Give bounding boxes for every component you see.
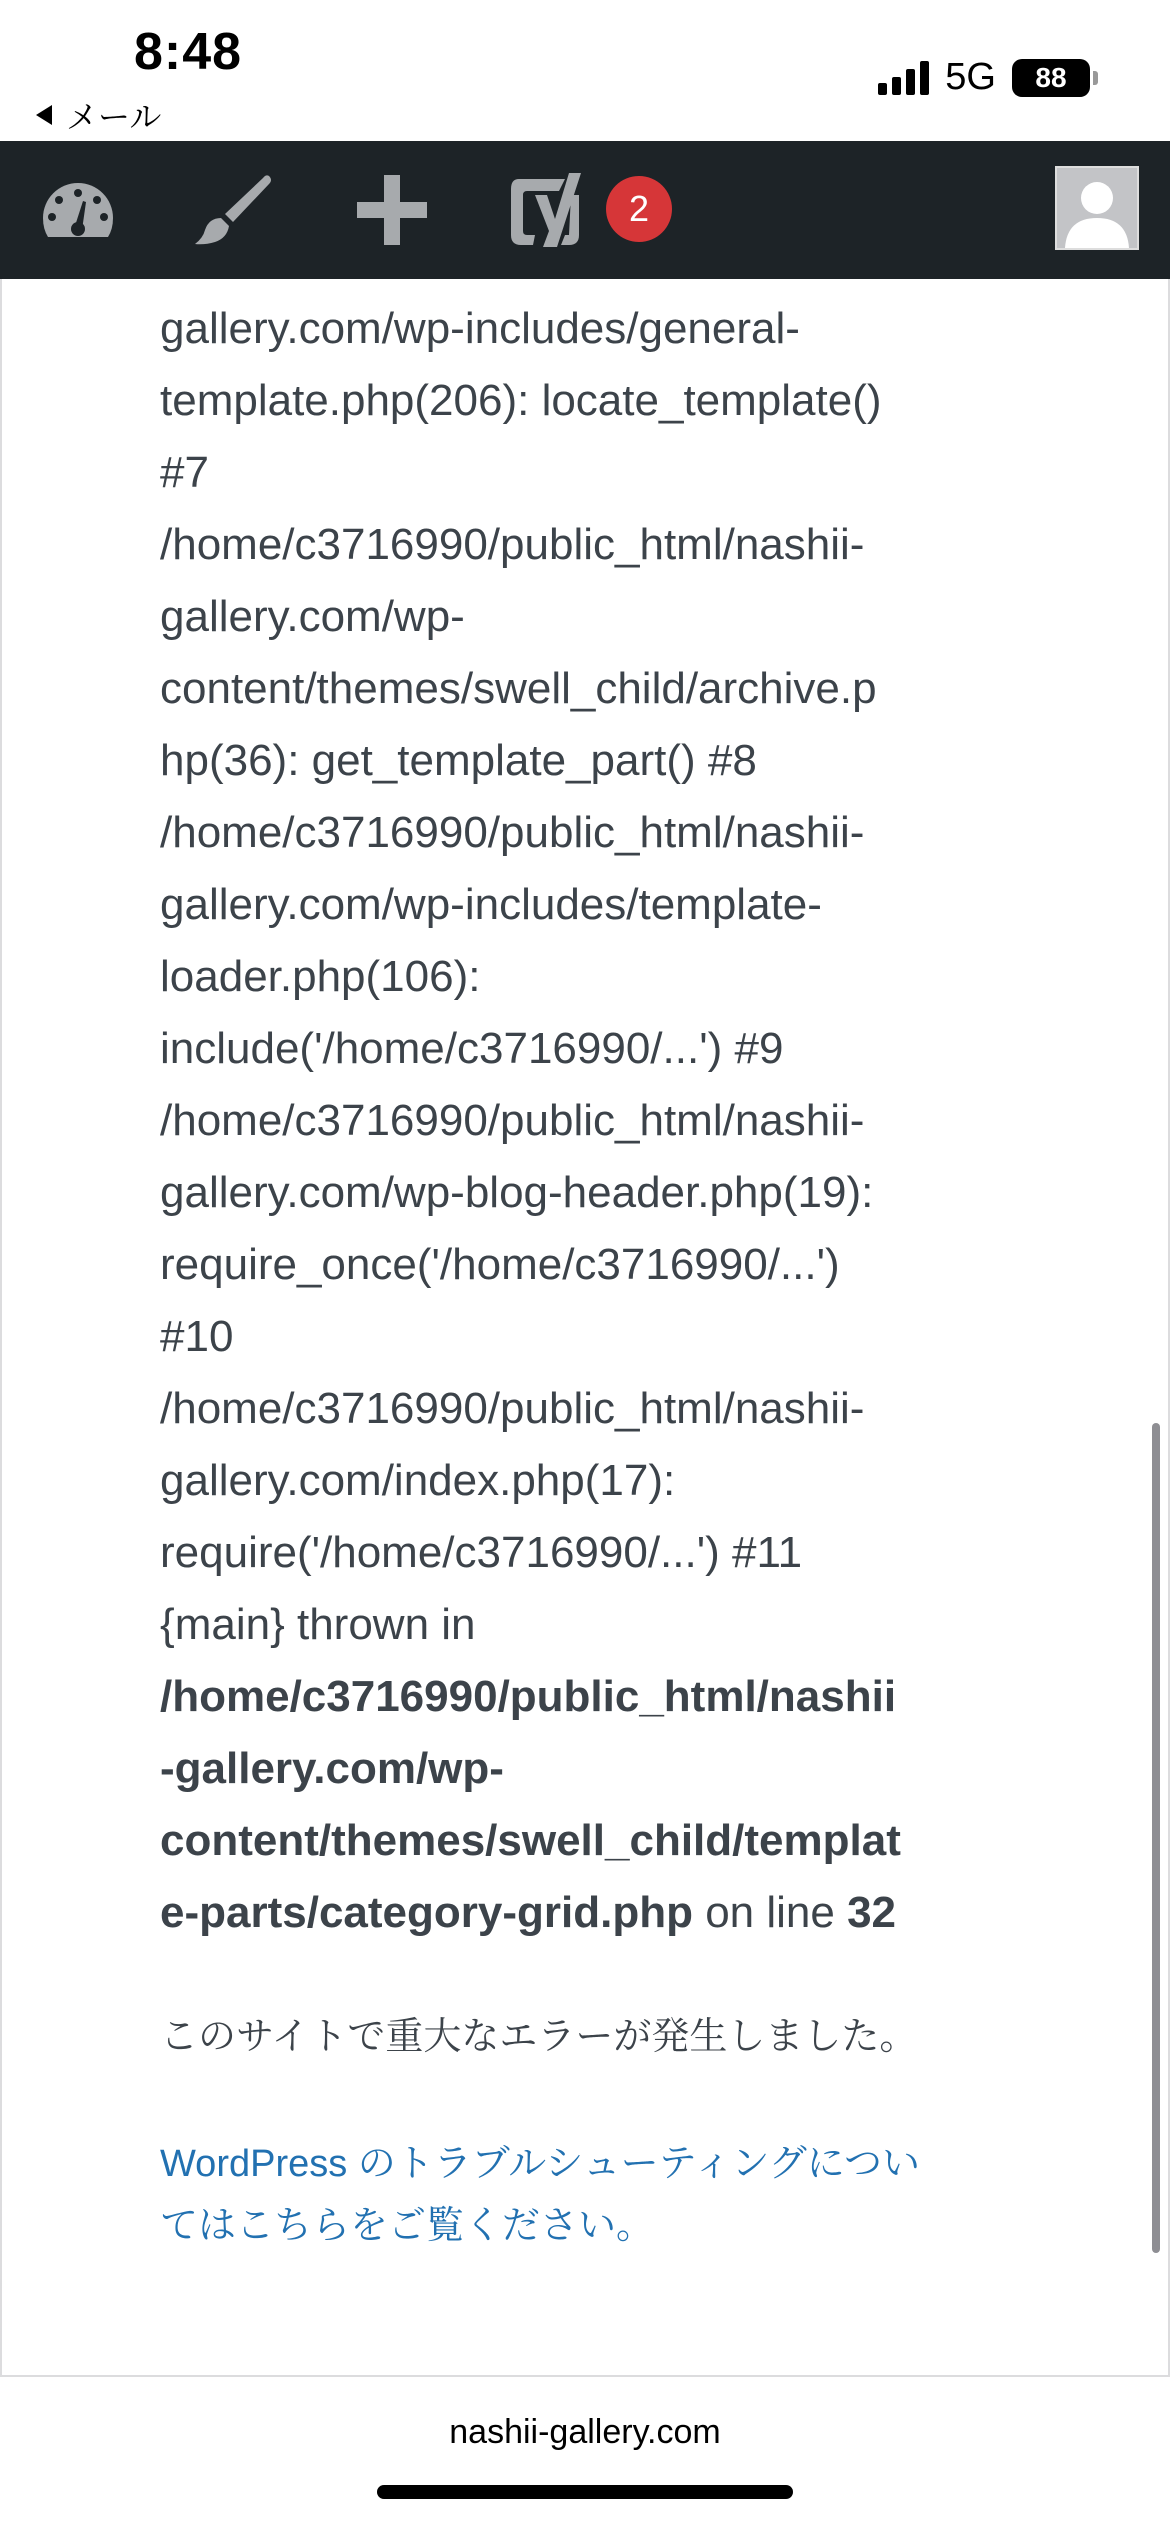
- new-content-plus-icon[interactable]: [350, 169, 434, 251]
- trace-line: template.php(206): locate_template(): [160, 376, 882, 425]
- trace-line: hp(36): get_template_part() #8: [160, 736, 757, 785]
- home-indicator[interactable]: [377, 2485, 793, 2499]
- battery-level: 88: [1035, 61, 1067, 93]
- error-file-path: e-parts/category-grid.php: [160, 1888, 693, 1937]
- stack-trace: [160, 293, 1020, 1949]
- status-time: 8:48: [134, 23, 243, 81]
- notification-count-badge[interactable]: 2: [606, 176, 672, 242]
- trace-line: content/themes/swell_child/archive.p: [160, 664, 877, 713]
- trace-line: gallery.com/wp-: [160, 592, 465, 641]
- error-line-number: 32: [847, 1888, 897, 1937]
- trace-line: /home/c3716990/public_html/nashii-: [160, 808, 865, 857]
- trace-line: gallery.com/index.php(17):: [160, 1456, 676, 1505]
- link-line: WordPress のトラブルシューティングについ: [160, 2143, 921, 2185]
- trace-line: loader.php(106):: [160, 952, 481, 1001]
- page-scrollbar[interactable]: [1152, 1423, 1160, 2253]
- network-type: 5G: [945, 56, 996, 98]
- status-bar: [0, 0, 1170, 141]
- link-line: てはこちらをご覧ください。: [160, 2205, 655, 2247]
- customize-brush-icon[interactable]: [188, 169, 278, 251]
- trace-line: require('/home/c3716990/...') #11: [160, 1528, 803, 1577]
- trace-line: #7: [160, 448, 209, 497]
- back-to-app-button[interactable]: [36, 92, 161, 138]
- trace-line: gallery.com/wp-includes/general-: [160, 304, 800, 353]
- critical-error-message: このサイトで重大なエラーが発生しました。: [160, 2016, 918, 2058]
- trace-line: /home/c3716990/public_html/nashii-: [160, 1096, 865, 1145]
- trace-line: gallery.com/wp-includes/template-: [160, 880, 822, 929]
- trace-line: {main} thrown in: [160, 1600, 476, 1649]
- back-arrow-icon: [36, 105, 52, 125]
- back-app-label: メール: [66, 99, 162, 135]
- error-page-content: [0, 279, 1170, 2377]
- user-avatar-icon[interactable]: [1055, 166, 1139, 250]
- wp-admin-bar: [0, 141, 1170, 279]
- trace-line: gallery.com/wp-blog-header.php(19):: [160, 1168, 874, 1217]
- status-indicators: [878, 56, 1090, 99]
- battery-icon: [1012, 59, 1090, 97]
- on-line-label: on line: [692, 1888, 848, 1937]
- troubleshooting-link[interactable]: [160, 2133, 1020, 2257]
- trace-line: #10: [160, 1312, 234, 1361]
- error-file-path: content/themes/swell_child/templat: [160, 1816, 901, 1865]
- cellular-signal-icon: [878, 61, 929, 95]
- error-file-path: -gallery.com/wp-: [160, 1744, 504, 1793]
- browser-url-bar[interactable]: [0, 2377, 1170, 2532]
- dashboard-icon[interactable]: [36, 169, 120, 251]
- trace-line: require_once('/home/c3716990/...'): [160, 1240, 840, 1289]
- yoast-seo-icon[interactable]: [505, 169, 585, 251]
- url-domain[interactable]: nashii-gallery.com: [449, 2413, 721, 2451]
- trace-line: /home/c3716990/public_html/nashii-: [160, 1384, 865, 1433]
- trace-line: /home/c3716990/public_html/nashii-: [160, 520, 865, 569]
- trace-line: include('/home/c3716990/...') #9: [160, 1024, 784, 1073]
- error-file-path: /home/c3716990/public_html/nashii: [160, 1672, 897, 1721]
